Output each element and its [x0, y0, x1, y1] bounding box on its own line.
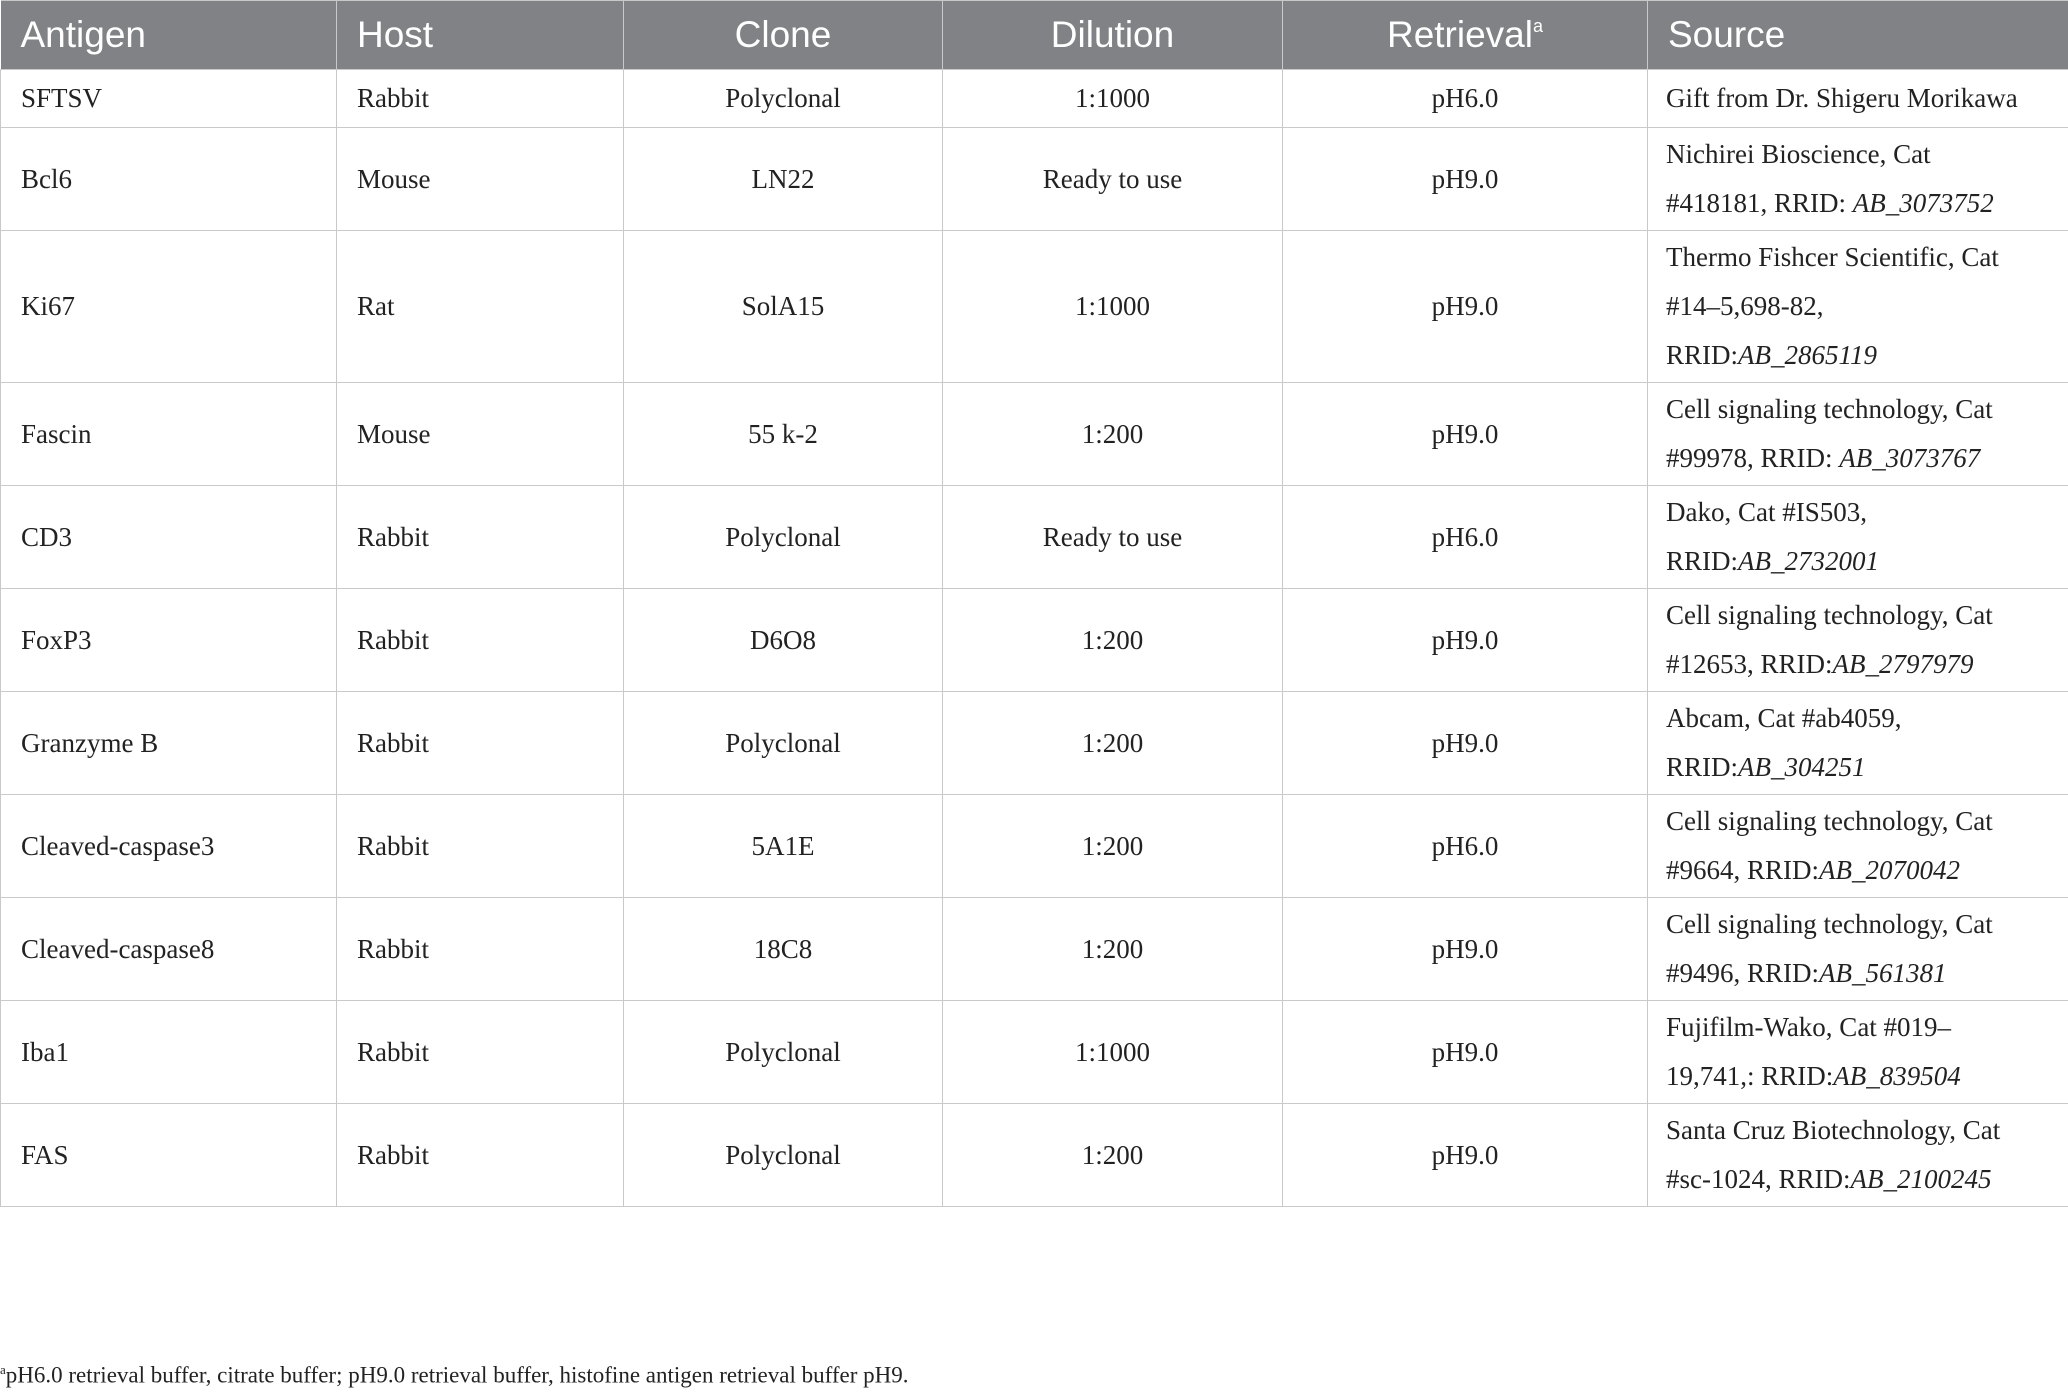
table-row — [1, 70, 2068, 128]
cell-dilution: 1:200 — [943, 589, 1283, 692]
header-antigen: Antigen — [1, 1, 337, 70]
cell-dilution: 1:1000 — [943, 1001, 1283, 1104]
cell-source — [1648, 795, 2068, 898]
cell-clone: Polyclonal — [624, 70, 943, 128]
source-line — [1666, 1052, 2050, 1101]
cell-host: Rabbit — [337, 898, 624, 1001]
cell-clone: Polyclonal — [624, 1001, 943, 1104]
source-text: Thermo Fishcer Scientific, Cat — [1666, 242, 1999, 272]
cell-clone: LN22 — [624, 128, 943, 231]
cell-host: Mouse — [337, 383, 624, 486]
source-text: #14–5,698-82, — [1666, 291, 1824, 321]
rrid-id: AB_2797979 — [1832, 649, 1974, 679]
cell-host: Mouse — [337, 128, 624, 231]
source-line — [1666, 74, 2050, 123]
cell-clone: Polyclonal — [624, 486, 943, 589]
cell-dilution: 1:1000 — [943, 70, 1283, 128]
source-text: #418181, RRID: — [1666, 188, 1853, 218]
source-text: Cell signaling technology, Cat — [1666, 394, 1993, 424]
source-text: Dako, Cat #IS503, — [1666, 497, 1867, 527]
table-row — [1, 231, 2068, 383]
cell-antigen: SFTSV — [1, 70, 337, 128]
cell-dilution: 1:200 — [943, 1104, 1283, 1207]
cell-clone: Polyclonal — [624, 1104, 943, 1207]
cell-retrieval: pH9.0 — [1283, 383, 1648, 486]
source-line — [1666, 694, 2050, 743]
cell-dilution: Ready to use — [943, 486, 1283, 589]
cell-retrieval: pH9.0 — [1283, 231, 1648, 383]
source-text: Cell signaling technology, Cat — [1666, 909, 1993, 939]
cell-antigen: FoxP3 — [1, 589, 337, 692]
header-retrieval — [1283, 1, 1648, 70]
table-row — [1, 1104, 2068, 1207]
rrid-id: AB_3073767 — [1839, 443, 1981, 473]
cell-antigen: Iba1 — [1, 1001, 337, 1104]
header-host: Host — [337, 1, 624, 70]
source-line — [1666, 179, 2050, 228]
cell-clone: 55 k-2 — [624, 383, 943, 486]
source-line — [1666, 640, 2050, 689]
cell-dilution: 1:200 — [943, 692, 1283, 795]
footnote-mark: a — [0, 1362, 6, 1377]
rrid-id: AB_2865119 — [1738, 340, 1877, 370]
source-text: #9664, RRID: — [1666, 855, 1820, 885]
cell-clone: 18C8 — [624, 898, 943, 1001]
source-line — [1666, 385, 2050, 434]
source-line — [1666, 1003, 2050, 1052]
source-line — [1666, 1106, 2050, 1155]
cell-antigen: Cleaved-caspase3 — [1, 795, 337, 898]
rrid-id: AB_3073752 — [1852, 188, 1994, 218]
cell-retrieval: pH9.0 — [1283, 1001, 1648, 1104]
rrid-id: AB_839504 — [1833, 1061, 1961, 1091]
cell-host: Rabbit — [337, 692, 624, 795]
cell-source — [1648, 1104, 2068, 1207]
source-line — [1666, 846, 2050, 895]
source-line — [1666, 591, 2050, 640]
cell-dilution: 1:200 — [943, 898, 1283, 1001]
cell-retrieval: pH6.0 — [1283, 486, 1648, 589]
cell-source — [1648, 231, 2068, 383]
cell-source — [1648, 1001, 2068, 1104]
source-text: #sc-1024, RRID: — [1666, 1164, 1851, 1194]
source-line — [1666, 537, 2050, 586]
table-row — [1, 486, 2068, 589]
table-body — [1, 70, 2068, 1207]
header-dilution: Dilution — [943, 1, 1283, 70]
cell-source — [1648, 692, 2068, 795]
cell-host: Rabbit — [337, 1104, 624, 1207]
source-text: Cell signaling technology, Cat — [1666, 600, 1993, 630]
source-text: Nichirei Bioscience, Cat — [1666, 139, 1931, 169]
cell-antigen: CD3 — [1, 486, 337, 589]
cell-antigen: Bcl6 — [1, 128, 337, 231]
cell-dilution: 1:200 — [943, 383, 1283, 486]
source-line — [1666, 130, 2050, 179]
table-row — [1, 795, 2068, 898]
cell-dilution: Ready to use — [943, 128, 1283, 231]
header-row — [1, 1, 2068, 70]
source-text: Cell signaling technology, Cat — [1666, 806, 1993, 836]
cell-dilution: 1:200 — [943, 795, 1283, 898]
cell-clone: 5A1E — [624, 795, 943, 898]
cell-antigen: FAS — [1, 1104, 337, 1207]
cell-retrieval: pH9.0 — [1283, 898, 1648, 1001]
source-text: 19,741,: RRID: — [1666, 1061, 1834, 1091]
cell-source — [1648, 589, 2068, 692]
header-clone: Clone — [624, 1, 943, 70]
source-text: Santa Cruz Biotechnology, Cat — [1666, 1115, 2001, 1145]
source-text: Abcam, Cat #ab4059, — [1666, 703, 1902, 733]
rrid-id: AB_2100245 — [1850, 1164, 1992, 1194]
table-row — [1, 692, 2068, 795]
cell-antigen: Fascin — [1, 383, 337, 486]
table-footnote — [0, 1362, 908, 1389]
source-text: #12653, RRID: — [1666, 649, 1833, 679]
cell-retrieval: pH9.0 — [1283, 1104, 1648, 1207]
source-text: Gift from Dr. Shigeru Morikawa — [1666, 83, 2018, 113]
source-text: RRID: — [1666, 752, 1739, 782]
rrid-id: AB_2732001 — [1738, 546, 1880, 576]
cell-clone: Polyclonal — [624, 692, 943, 795]
source-text: Fujifilm-Wako, Cat #019– — [1666, 1012, 1952, 1042]
cell-source — [1648, 383, 2068, 486]
cell-host: Rabbit — [337, 589, 624, 692]
cell-host: Rabbit — [337, 486, 624, 589]
header-retrieval-label: Retrieval — [1386, 14, 1533, 55]
source-line — [1666, 1155, 2050, 1204]
source-text: #9496, RRID: — [1666, 958, 1820, 988]
cell-host: Rat — [337, 231, 624, 383]
cell-host: Rabbit — [337, 795, 624, 898]
cell-host: Rabbit — [337, 1001, 624, 1104]
cell-clone: SolA15 — [624, 231, 943, 383]
cell-retrieval: pH9.0 — [1283, 128, 1648, 231]
source-line — [1666, 488, 2050, 537]
source-line — [1666, 331, 2050, 380]
table-row — [1, 383, 2068, 486]
header-retrieval-footnote-mark: a — [1532, 15, 1543, 36]
source-line — [1666, 282, 2050, 331]
cell-antigen: Cleaved-caspase8 — [1, 898, 337, 1001]
cell-source — [1648, 70, 2068, 128]
source-line — [1666, 949, 2050, 998]
rrid-id: AB_304251 — [1738, 752, 1866, 782]
cell-retrieval: pH9.0 — [1283, 692, 1648, 795]
table-header — [1, 1, 2068, 70]
cell-antigen: Ki67 — [1, 231, 337, 383]
rrid-id: AB_561381 — [1819, 958, 1947, 988]
source-line — [1666, 233, 2050, 282]
cell-source — [1648, 486, 2068, 589]
table-row — [1, 128, 2068, 231]
header-source: Source — [1648, 1, 2068, 70]
footnote-text: pH6.0 retrieval buffer, citrate buffer; pH9.0 retrieval buffer, histofine antigen retrieval buffer pH9. — [5, 1362, 909, 1388]
cell-antigen: Granzyme B — [1, 692, 337, 795]
source-line — [1666, 743, 2050, 792]
cell-clone: D6O8 — [624, 589, 943, 692]
table-row — [1, 589, 2068, 692]
cell-retrieval: pH9.0 — [1283, 589, 1648, 692]
cell-retrieval: pH6.0 — [1283, 70, 1648, 128]
cell-source — [1648, 898, 2068, 1001]
source-line — [1666, 797, 2050, 846]
source-text: RRID: — [1666, 546, 1739, 576]
cell-source — [1648, 128, 2068, 231]
cell-host: Rabbit — [337, 70, 624, 128]
rrid-id: AB_2070042 — [1819, 855, 1961, 885]
source-text: #99978, RRID: — [1666, 443, 1840, 473]
source-line — [1666, 434, 2050, 483]
cell-retrieval: pH6.0 — [1283, 795, 1648, 898]
table-row — [1, 898, 2068, 1001]
cell-dilution: 1:1000 — [943, 231, 1283, 383]
source-text: RRID: — [1666, 340, 1739, 370]
source-line — [1666, 900, 2050, 949]
table-row — [1, 1001, 2068, 1104]
